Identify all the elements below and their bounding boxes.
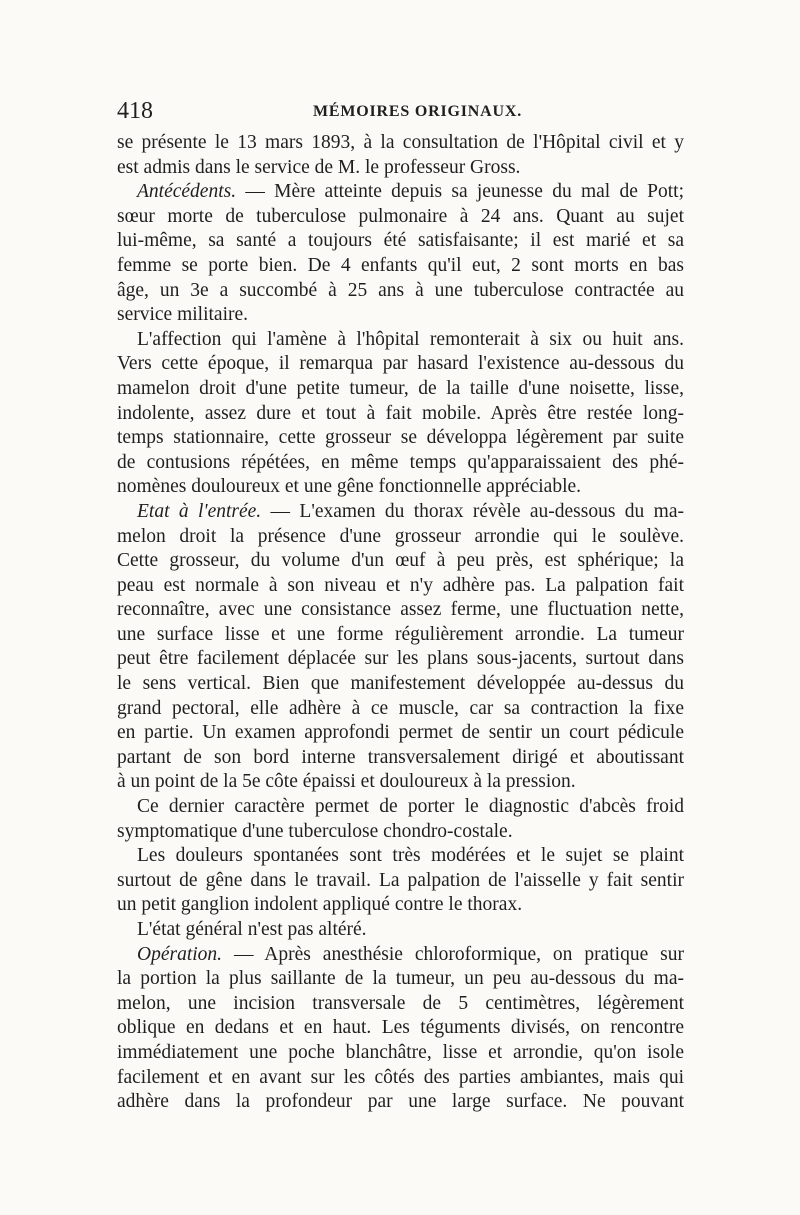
- text-line: [117, 475, 684, 500]
- section-heading: Etat à l'entrée.: [137, 500, 262, 522]
- text-line: [117, 1016, 684, 1041]
- text-line: [117, 156, 684, 181]
- text-line: [117, 352, 684, 377]
- text-segment: Ce dernier caractère permet de porter le diagnostic d'abcès froid: [137, 796, 684, 818]
- text-segment: nomènes douloureux et une gêne fonctionnelle appréciable.: [117, 476, 582, 498]
- text-segment: temps stationnaire, cette grosseur se développa légèrement par suite: [117, 427, 684, 449]
- text-segment: melon droit la présence d'une grosseur arrondie qui le soulève.: [117, 525, 684, 547]
- text-segment: partant de son bord interne transversalement dirigé et aboutissant: [117, 746, 684, 768]
- text-line: [117, 844, 684, 869]
- text-line: [117, 992, 684, 1017]
- body-text: [117, 131, 684, 1115]
- page-number: 418: [117, 98, 153, 124]
- text-segment: service militaire.: [117, 304, 249, 326]
- text-line: [117, 279, 684, 304]
- page-header: [117, 98, 684, 128]
- text-segment: en partie. Un examen approfondi permet de sentir un court pédicule: [117, 722, 684, 744]
- text-segment: femme se porte bien. De 4 enfants qu'il eut, 2 sont morts en bas: [117, 254, 684, 276]
- text-segment: âge, un 3e a succombé à 25 ans à une tuberculose contractée au: [117, 279, 684, 301]
- text-line: [117, 525, 684, 550]
- text-segment: immédiatement une poche blanchâtre, lisse et arrondie, qu'on isole: [117, 1041, 684, 1063]
- text-segment: le sens vertical. Bien que manifestement développée au-dessus du: [117, 673, 684, 695]
- text-line: [117, 377, 684, 402]
- text-line: [117, 795, 684, 820]
- text-line: [117, 598, 684, 623]
- text-segment: de contusions répétées, en même temps qu'apparaissaient des phé-: [117, 451, 684, 473]
- text-segment: la portion la plus saillante de la tumeur, un peu au-dessous du ma-: [117, 968, 684, 990]
- text-segment: Vers cette époque, il remarqua par hasard l'existence au-dessous du: [117, 353, 684, 375]
- text-line: [117, 943, 684, 968]
- text-line: [117, 721, 684, 746]
- text-line: [117, 820, 684, 845]
- text-line: [117, 229, 684, 254]
- text-line: [117, 1041, 684, 1066]
- text-segment: sœur morte de tuberculose pulmonaire à 24 ans. Quant au sujet: [117, 205, 684, 227]
- text-line: [117, 328, 684, 353]
- text-line: [117, 426, 684, 451]
- text-segment: reconnaître, avec une consistance assez ferme, une fluctuation nette,: [117, 599, 684, 621]
- text-line: [117, 746, 684, 771]
- text-segment: lui-même, sa santé a toujours été satisfaisante; il est marié et sa: [117, 230, 684, 252]
- section-heading: Opération.: [137, 943, 223, 965]
- text-line: [117, 131, 684, 156]
- text-line: [117, 303, 684, 328]
- text-line: [117, 623, 684, 648]
- text-segment: un petit ganglion indolent appliqué contre le thorax.: [117, 894, 523, 916]
- text-line: [117, 180, 684, 205]
- text-line: [117, 205, 684, 230]
- text-line: [117, 770, 684, 795]
- text-line: [117, 574, 684, 599]
- text-segment: L'état général n'est pas altéré.: [137, 919, 367, 940]
- text-line: [117, 1090, 684, 1115]
- text-segment: adhère dans la profondeur par une large surface. Ne pouvant: [117, 1091, 684, 1113]
- text-line: [117, 402, 684, 427]
- text-line: [117, 500, 684, 525]
- text-line: [117, 918, 684, 943]
- text-segment: facilement et en avant sur les côtés des parties ambiantes, mais qui: [117, 1066, 684, 1088]
- text-segment: mamelon droit d'une petite tumeur, de la taille d'une noisette, lisse,: [117, 377, 684, 399]
- text-segment: une surface lisse et une forme régulièrement arrondie. La tumeur: [117, 623, 684, 645]
- text-segment: peut être facilement déplacée sur les plans sous-jacents, surtout dans: [117, 648, 684, 670]
- text-segment: surtout de gêne dans le travail. La palpation de l'aisselle y fait sentir: [117, 869, 684, 891]
- text-line: [117, 451, 684, 476]
- text-line: [117, 1066, 684, 1091]
- text-line: [117, 647, 684, 672]
- text-line: [117, 967, 684, 992]
- text-segment: se présente le 13 mars 1893, à la consultation de l'Hôpital civil et y: [117, 132, 684, 153]
- text-line: [117, 254, 684, 279]
- text-segment: est admis dans le service de M. le professeur Gross.: [117, 156, 521, 178]
- text-segment: Les douleurs spontanées sont très modérées et le sujet se plaint: [137, 845, 684, 867]
- text-line: [117, 549, 684, 574]
- text-segment: symptomatique d'une tuberculose chondro-costale.: [117, 820, 513, 842]
- text-segment: à un point de la 5e côte épaissi et douloureux à la pression.: [117, 771, 576, 793]
- section-heading: Antécédents.: [137, 181, 237, 203]
- text-segment: grand pectoral, elle adhère à ce muscle, car sa contraction la fixe: [117, 697, 684, 719]
- text-line: [117, 869, 684, 894]
- text-line: [117, 697, 684, 722]
- text-segment: — L'examen du thorax révèle au-dessous du ma-: [261, 500, 684, 522]
- running-head: MÉMOIRES ORIGINAUX.: [313, 103, 522, 120]
- text-segment: L'affection qui l'amène à l'hôpital remonterait à six ou huit ans.: [137, 328, 684, 350]
- text-segment: melon, une incision transversale de 5 centimètres, légèrement: [117, 992, 684, 1014]
- text-segment: Cette grosseur, du volume d'un œuf à peu près, est sphérique; la: [117, 550, 684, 572]
- text-segment: indolente, assez dure et tout à fait mobile. Après être restée long-: [117, 402, 684, 424]
- text-segment: peau est normale à son niveau et n'y adhère pas. La palpation fait: [117, 574, 684, 596]
- text-segment: — Mère atteinte depuis sa jeunesse du mal de Pott;: [236, 181, 684, 203]
- text-segment: — Après anesthésie chloroformique, on pratique sur: [222, 943, 684, 965]
- text-segment: oblique en dedans et en haut. Les téguments divisés, on rencontre: [117, 1017, 684, 1039]
- text-line: [117, 893, 684, 918]
- text-line: [117, 672, 684, 697]
